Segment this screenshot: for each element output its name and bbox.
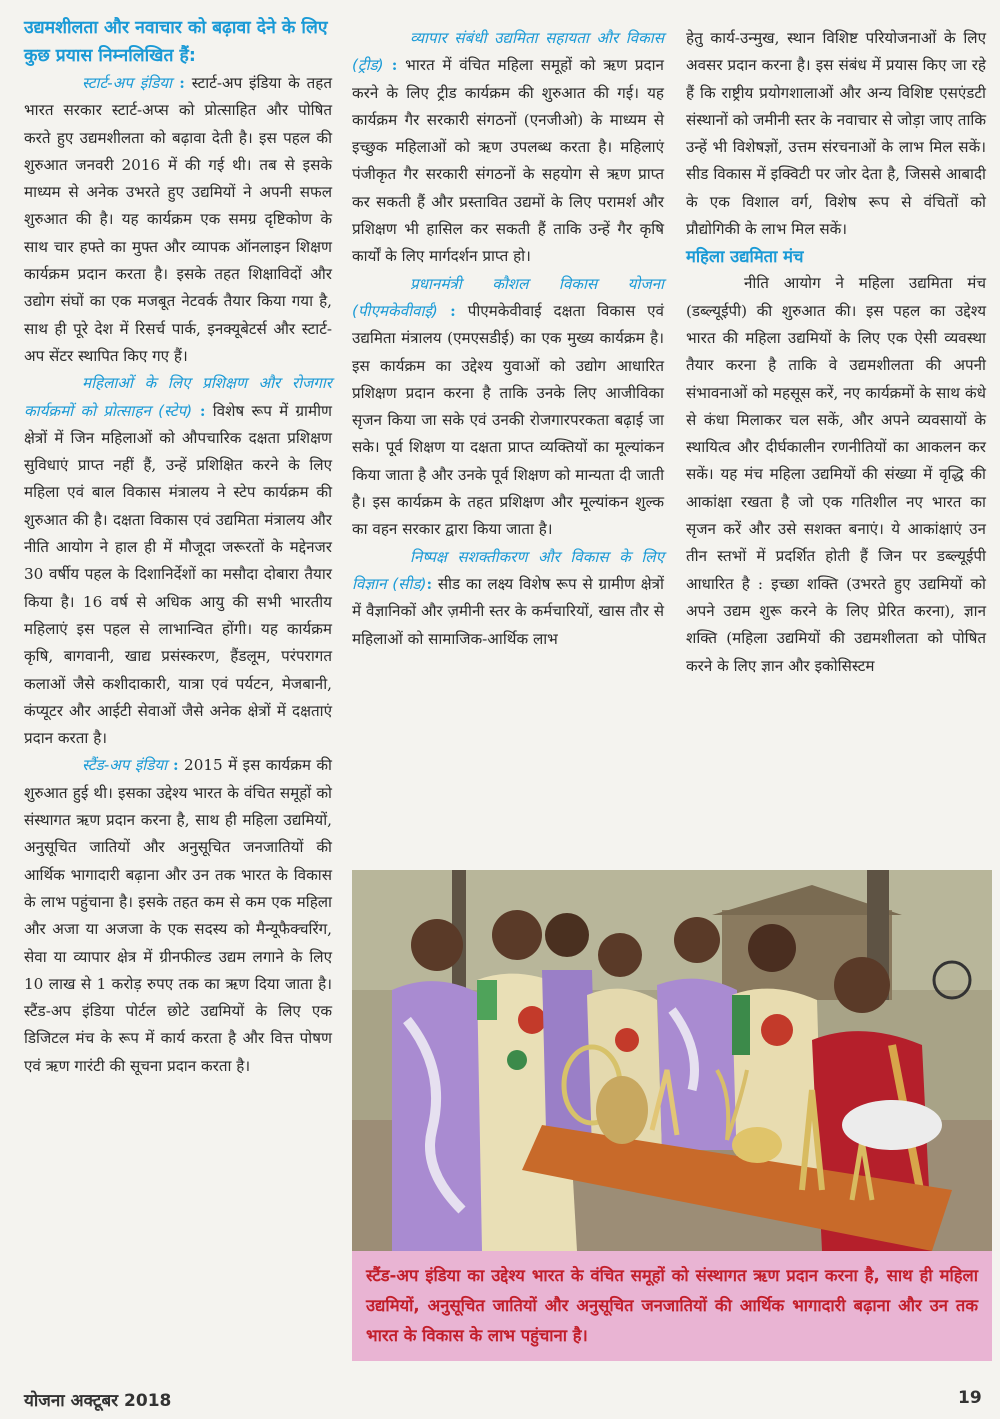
tread-lead: व्यापार संबंधी उद्यमिता सहायता और विकास (ट्रीड)	[352, 29, 664, 75]
lead-colon: :	[437, 301, 456, 320]
lead-colon: :	[426, 574, 433, 593]
photo-illustration	[352, 870, 992, 1251]
seed-text: सीड का लक्ष्य विशेष रूप से ग्रामीण क्षेत्रों में वैज्ञानिकों और ज़मीनी स्तर के कर्मचारियों, खास तौर से महिलाओं को सामाजिक-आर्थिक लाभ	[352, 574, 664, 648]
page-number: 19	[958, 1388, 982, 1408]
paragraph-startup-india	[24, 70, 332, 370]
column-3	[686, 25, 986, 680]
paragraph-step	[24, 370, 332, 752]
article-heading: उद्यमशीलता और नवाचार को बढ़ावा देने के लिए कुछ प्रयास निम्नलिखित हैं:	[24, 18, 328, 66]
startup-india-text: स्टार्ट-अप इंडिया के तहत भारत सरकार स्टार्ट-अप्स को प्रोत्साहित और पोषित करते हुए उद्यमशीलता को बढ़ावा देती है। इस पहल की शुरुआत जनवरी 2016 में की गई थी। तब से इसके माध्यम से अनेक उभरते हुए उद्यमियों ने अपनी सफल शुरुआत की है। यह कार्यक्रम एक समग्र दृष्टिकोण के साथ चार हफ्ते का मुफ्त और व्यापक ऑनलाइन शिक्षण कार्यक्रम प्रदान करता है। इसके तहत शिक्षाविदों और उद्योग संघों का एक मजबूत नेटवर्क तैयार किया गया है, साथ ही पूरे देश में रिसर्च पार्क, इनक्यूबेटर्स और स्टार्ट-अप सेंटर स्थापित किए गए हैं।	[24, 74, 332, 365]
lead-colon: :	[167, 756, 179, 775]
lead-colon: :	[383, 56, 398, 75]
paragraph-pmkvy	[352, 271, 664, 544]
paragraph-wep: नीति आयोग ने महिला उद्यमिता मंच (डब्ल्यूईपी) की शुरुआत की। इस पहल का उद्देश्य भारत की महिला उद्यमियों के लिए एक ऐसी व्यवस्था तैयार करना है ताकि वे उद्यमशीलता की अपनी संभावनाओं को महसूस करें, नए कार्यक्रमों के साथ कंधे से कंधा मिलाकर चल सकें, और अपने व्यवसायों के स्थायित्व और दीर्घकालीन रणनीतियों का आकलन कर सकें। यह मंच महिला उद्यमियों की संख्या में वृद्धि की आकांक्षा रखता है जो एक गतिशील नए भारत का सृजन करें और उसे सशक्त बनाएं। ये आकांक्षाएं उन तीन स्तभों में प्रदर्शित होती हैं जिन पर डब्ल्यूईपी आधारित है : इच्छा शक्ति (उभरते हुए उद्यमियों को अपने उद्यम शुरू करने के लिए प्रेरित करना), ज्ञान शक्ति (महिला उद्यमियों की उद्यमशीलता को पोषित करने के लिए ज्ञान और इकोसिस्टम	[686, 274, 986, 675]
standup-india-lead: स्टैंड-अप इंडिया	[82, 756, 168, 775]
paragraph-seed	[352, 544, 664, 653]
paragraph-standup-india	[24, 752, 332, 1080]
tread-text: भारत में वंचित महिला समूहों को ऋण प्रदान करने के लिए ट्रीड कार्यक्रम की शुरुआत की गई। यह कार्यक्रम गैर सरकारी संगठनों (एनजीओ) के माध्यम से इच्छुक महिलाओं को ऋण उपलब्ध करता है। महिलाएं पंजीकृत गैर सरकारी संगठनों के सहयोग से ऋण प्राप्त कर सकती हैं और प्रस्तावित उद्यमों के लिए परामर्श और प्रशिक्षण भी हासिल कर सकती हैं ताकि उन्हें गैर कृषि कार्यों के लिए मार्गदर्शन प्राप्त हो।	[352, 56, 664, 266]
step-lead: महिलाओं के लिए प्रशिक्षण और रोजगार कार्यक्रमों को प्रोत्साहन (स्टेप)	[24, 374, 332, 420]
column-1	[24, 14, 332, 1080]
paragraph-tread	[352, 25, 664, 271]
step-text: विशेष रूप में ग्रामीण क्षेत्रों में जिन महिलाओं को औपचारिक दक्षता प्रशिक्षण सुविधाएं प्राप्त नहीं हैं, उन्हें प्रशिक्षित करने के लिए महिला एवं बाल विकास मंत्रालय ने स्टेप कार्यक्रम की शुरुआत की है। दक्षता विकास एवं उद्यमिता मंत्रालय और नीति आयोग ने हाल ही में मौजूदा जरूरतों के मद्देनजर 30 वर्षीय पहल के दिशानिर्देशों का मसौदा दोबारा तैयार किया है। 16 वर्ष से अधिक आयु की सभी भारतीय महिलाएं इस पहल से लाभान्वित होंगी। यह कार्यक्रम कृषि, बागवानी, खाद्य प्रसंस्करण, हैंडलूम, परंपरागत कलाओं जैसे कशीदाकारी, यात्रा एवं पर्यटन, मेजबानी, कंप्यूटर और आईटी सेवाओं जैसे अनेक क्षेत्रों में दक्षताएं प्रदान करता है।	[24, 401, 332, 748]
pmkvy-text: पीएमकेवीवाई दक्षता विकास एवं उद्यमिता मंत्रालय (एमएसडीई) का एक मुख्य कार्यक्रम है। इस कार्यक्रम का उद्देश्य युवाओं को उद्योग आधारित प्रशिक्षण प्रदान करना है ताकि उनके लिए आजीविका सृजन किया जा सके एवं उनकी रोजगारपरकता बढ़ाई जा सके। पूर्व शिक्षण या दक्षता प्राप्त व्यक्तियों का मूल्यांकन किया जाता है और उनके पूर्व शिक्षण को मान्यता दी जाती है। इस कार्यक्रम के तहत प्रशिक्षण और मूल्यांकन शुल्क का वहन सरकार द्वारा किया जाता है।	[352, 301, 665, 539]
startup-india-lead: स्टार्ट-अप इंडिया	[82, 74, 172, 92]
lead-colon: :	[171, 74, 185, 92]
column-2	[352, 25, 664, 653]
standup-india-text: 2015 में इस कार्यक्रम की शुरुआत हुई थी। इसका उद्देश्य भारत के वंचित समूहों को संस्थागत ऋण प्रदान करना है, साथ ही महिला उद्यमियों, अनुसूचित जातियों और अनुसूचित जनजातियों की आर्थिक भागादारी बढ़ाना और उन तक भारत के विकास के लाभ पहुंचाना है। इसके तहत कम से कम एक महिला और अजा या अजजा के एक सदस्य को मैन्यूफैक्चरिंग, सेवा या व्यापार क्षेत्र में ग्रीनफील्ड उद्यम लगाने के लिए 10 लाख से 1 करोड़ रुपए तक का ऋण दिया जाता है। स्टैंड-अप इंडिया पोर्टल छोटे उद्यमियों के लिए एक डिजिटल मंच के रूप में कार्य करता है और वित्त पोषण एवं ऋण गारंटी की सूचना प्रदान करता है।	[24, 756, 332, 1075]
photo-caption: स्टैंड-अप इंडिया का उद्देश्य भारत के वंचित समूहों को संस्थागत ऋण प्रदान करना है, साथ ही महिला उद्यमियों, अनुसूचित जातियों और अनुसूचित जनजातियों की आर्थिक भागादारी बढ़ाना और उन तक भारत के विकास के लाभ पहुंचाना है।	[352, 1251, 992, 1361]
pmkvy-lead: प्रधानमंत्री कौशल विकास योजना (पीएमकेवीवाई)	[352, 274, 664, 320]
paragraph-seed-continued: हेतु कार्य-उन्मुख, स्थान विशिष्ट परियोजनाओं के लिए अवसर प्रदान करना है। इस संबंध में प्रयास किए जा रहे हैं कि राष्ट्रीय प्रयोगशालाओं और अन्य विशिष्ट एसएंडटी संस्थानों को जमीनी स्तर के नवाचार से जोड़ा जाए ताकि उन्हें भी विशेषज्ञों, उत्तम संरचनाओं के लाभ मिल सकें। सीड विकास में इक्विटी पर जोर देता है, जिससे आबादी के एक विशाल वर्ग, विशेष रूप से वंचितों को प्रौद्योगिकी के लाभ मिल सकें।	[686, 29, 986, 239]
photo-women-handicrafts	[352, 870, 992, 1251]
footer-publication: योजना अक्टूबर 2018	[24, 1391, 172, 1411]
lead-colon: :	[192, 401, 206, 420]
seed-lead: निष्पक्ष सशक्तीकरण और विकास के लिए विज्ञान (सीड)	[352, 547, 664, 593]
section-heading-wep: महिला उद्यमिता मंच	[686, 247, 804, 267]
